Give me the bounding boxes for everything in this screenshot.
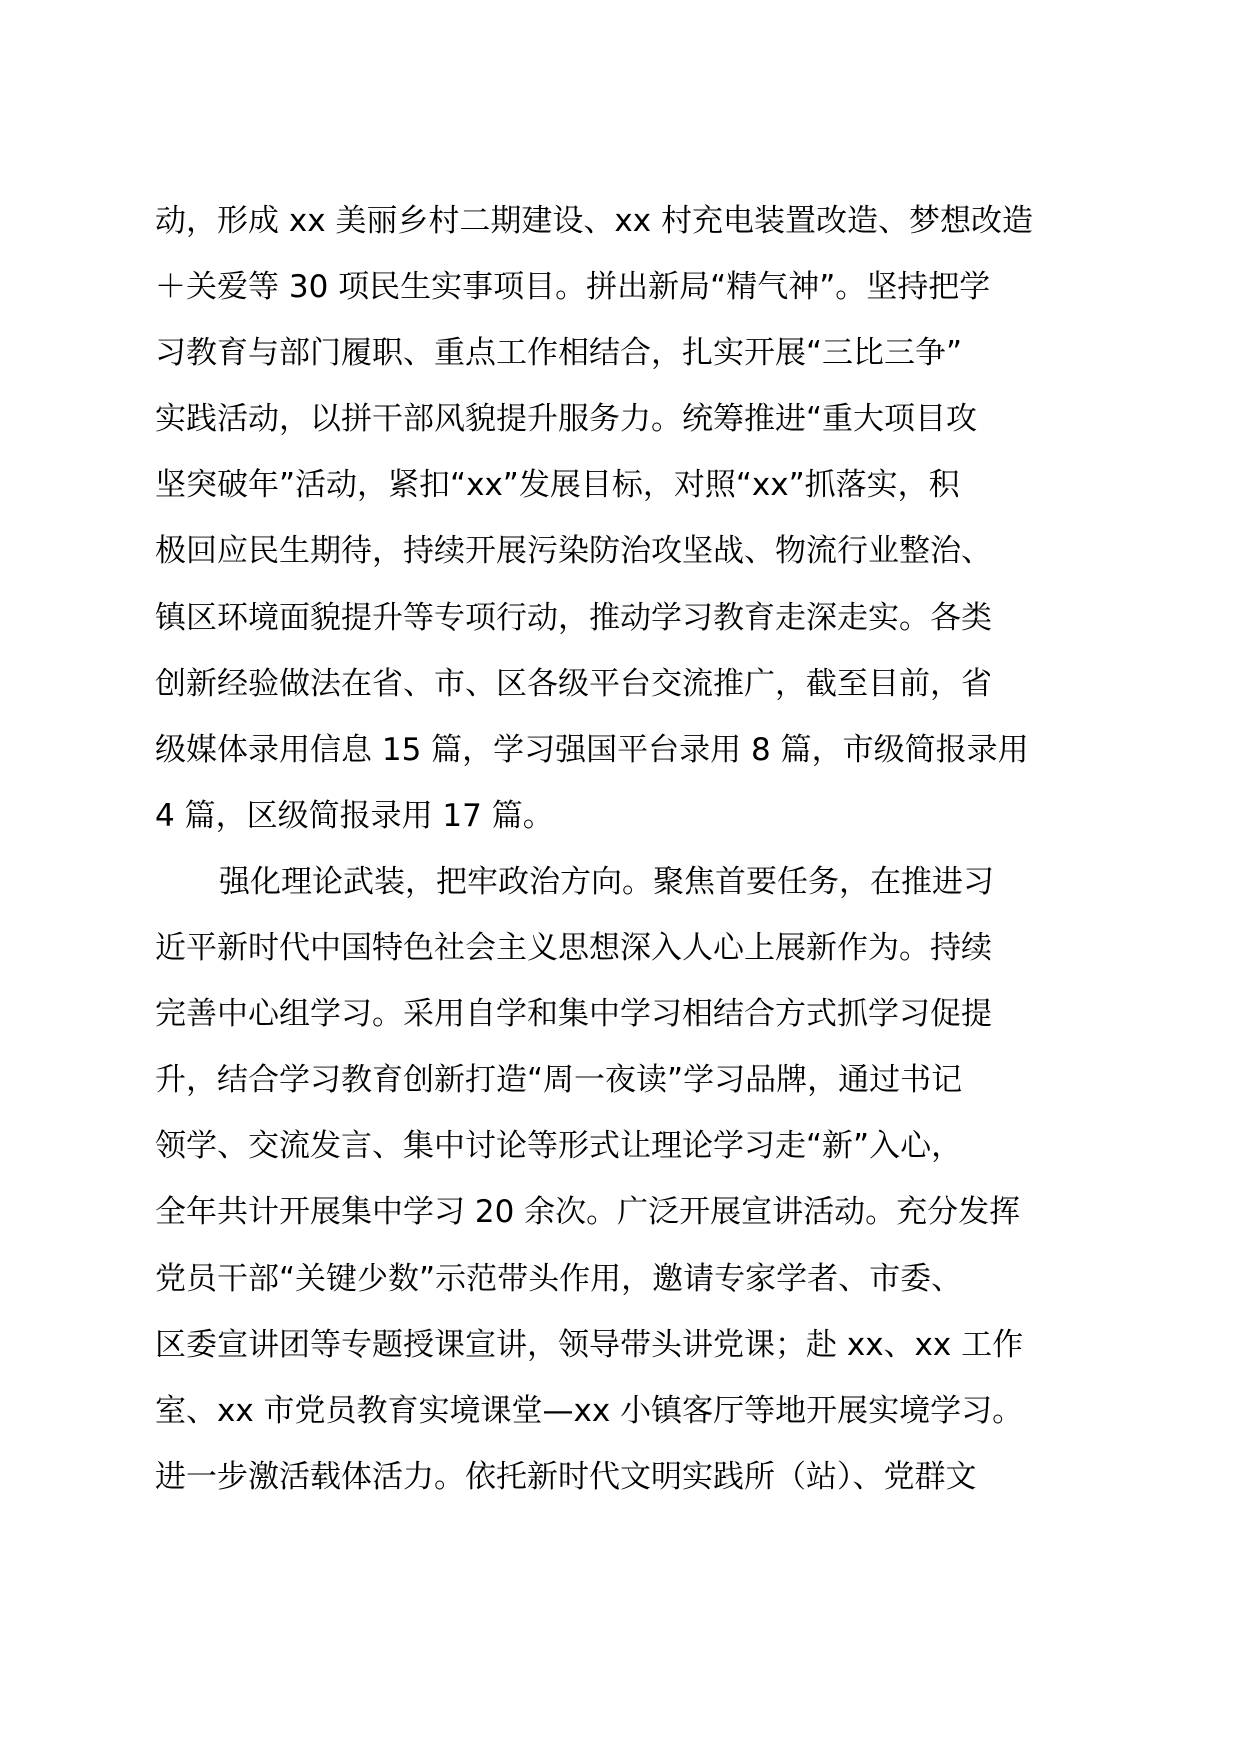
- text-line: 习教育与部门履职、重点工作相结合，扎实开展“三比三争”: [155, 335, 963, 372]
- text-line: 创新经验做法在省、市、区各级平台交流推广，截至目前，省: [155, 665, 992, 702]
- text-line: 近平新时代中国特色社会主义思想深入人心上展新作为。持续: [155, 930, 992, 967]
- text-line: 区委宣讲团等专题授课宣讲，领导带头讲党课；赴 xx、xx 工作: [155, 1326, 1024, 1363]
- text-line: ＋关爱等 30 项民生实事项目。拼出新局“精气神”。坚持把学: [155, 269, 991, 306]
- paragraph-start-line: 强化理论武装，把牢政治方向。聚焦首要任务，在推进习: [219, 863, 994, 900]
- text-line: 党员干部“关键少数”示范带头作用，邀请专家学者、市委、: [155, 1260, 963, 1297]
- text-line: 镇区环境面貌提升等专项行动，推动学习教育走深走实。各类: [155, 599, 992, 636]
- text-line: 领学、交流发言、集中讨论等形式让理论学习走“新”入心，: [155, 1128, 963, 1165]
- text-line: 级媒体录用信息 15 篇，学习强国平台录用 8 篇，市级简报录用: [155, 731, 1029, 768]
- text-line: 完善中心组学习。采用自学和集中学习相结合方式抓学习促提: [155, 996, 992, 1033]
- text-line: 进一步激活载体活力。依托新时代文明实践所（站）、党群文: [155, 1458, 977, 1495]
- text-line: 升，结合学习教育创新打造“周一夜读”学习品牌，通过书记: [155, 1062, 963, 1099]
- text-line: 实践活动，以拼干部风貌提升服务力。统筹推进“重大项目攻: [155, 401, 978, 438]
- text-line: 坚突破年”活动，紧扣“xx”发展目标，对照“xx”抓落实，积: [155, 467, 960, 504]
- text-line: 全年共计开展集中学习 20 余次。广泛开展宣讲活动。充分发挥: [155, 1194, 1021, 1231]
- text-line: 4 篇，区级简报录用 17 篇。: [155, 797, 554, 834]
- document-body: [155, 188, 1095, 1510]
- text-line: 室、xx 市党员教育实境课堂—xx 小镇客厅等地开展实境学习。: [155, 1392, 1024, 1429]
- text-line: 极回应民生期待，持续开展污染防治攻坚战、物流行业整治、: [155, 533, 992, 570]
- text-line: 动，形成 xx 美丽乡村二期建设、xx 村充电装置改造、梦想改造: [155, 203, 1033, 239]
